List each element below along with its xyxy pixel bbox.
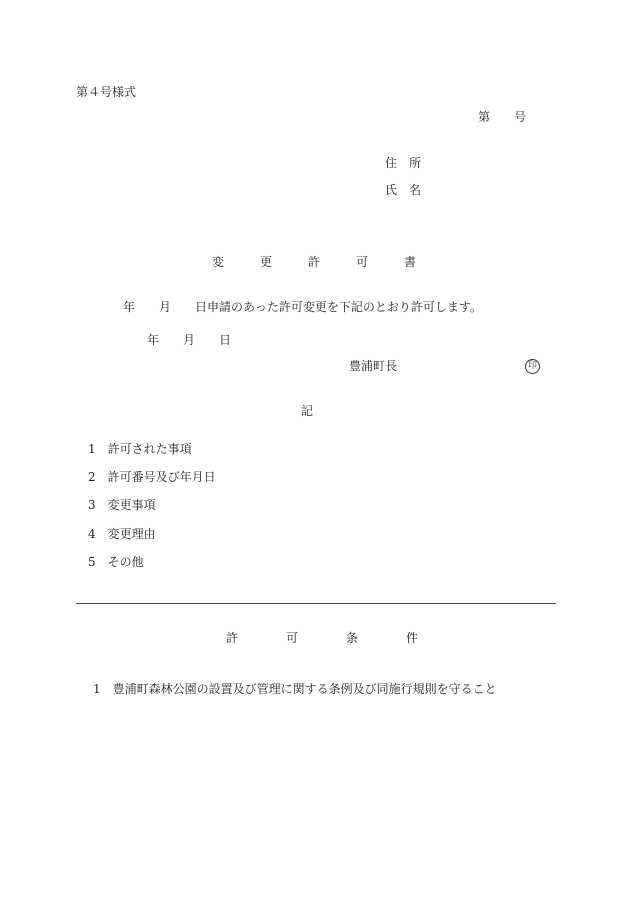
section-divider	[76, 603, 556, 604]
list-item: 2 許可番号及び年月日	[88, 470, 216, 484]
seal-mark: 印	[525, 359, 540, 374]
condition-item: 1 豊浦町森林公園の設置及び管理に関する条例及び同施行規則を守ること	[93, 682, 497, 696]
list-item: 5 その他	[88, 555, 144, 569]
date-line: 年 月 日	[147, 333, 232, 347]
issuer: 豊浦町長	[349, 359, 398, 373]
document-title: 変 更 許 可 書	[212, 255, 417, 269]
address-label: 住 所	[385, 156, 422, 170]
name-label: 氏 名	[385, 183, 422, 197]
ki-heading: 記	[301, 404, 314, 418]
list-item: 1 許可された事項	[88, 442, 192, 456]
list-item: 4 変更理由	[88, 527, 156, 541]
form-number: 第４号様式	[76, 85, 137, 99]
document-number: 第 号	[478, 110, 527, 124]
list-item: 3 変更事項	[88, 498, 156, 512]
body-text: 年 月 日申請のあった許可変更を下記のとおり許可します。	[123, 300, 482, 314]
conditions-title: 許 可 条 件	[226, 631, 419, 645]
